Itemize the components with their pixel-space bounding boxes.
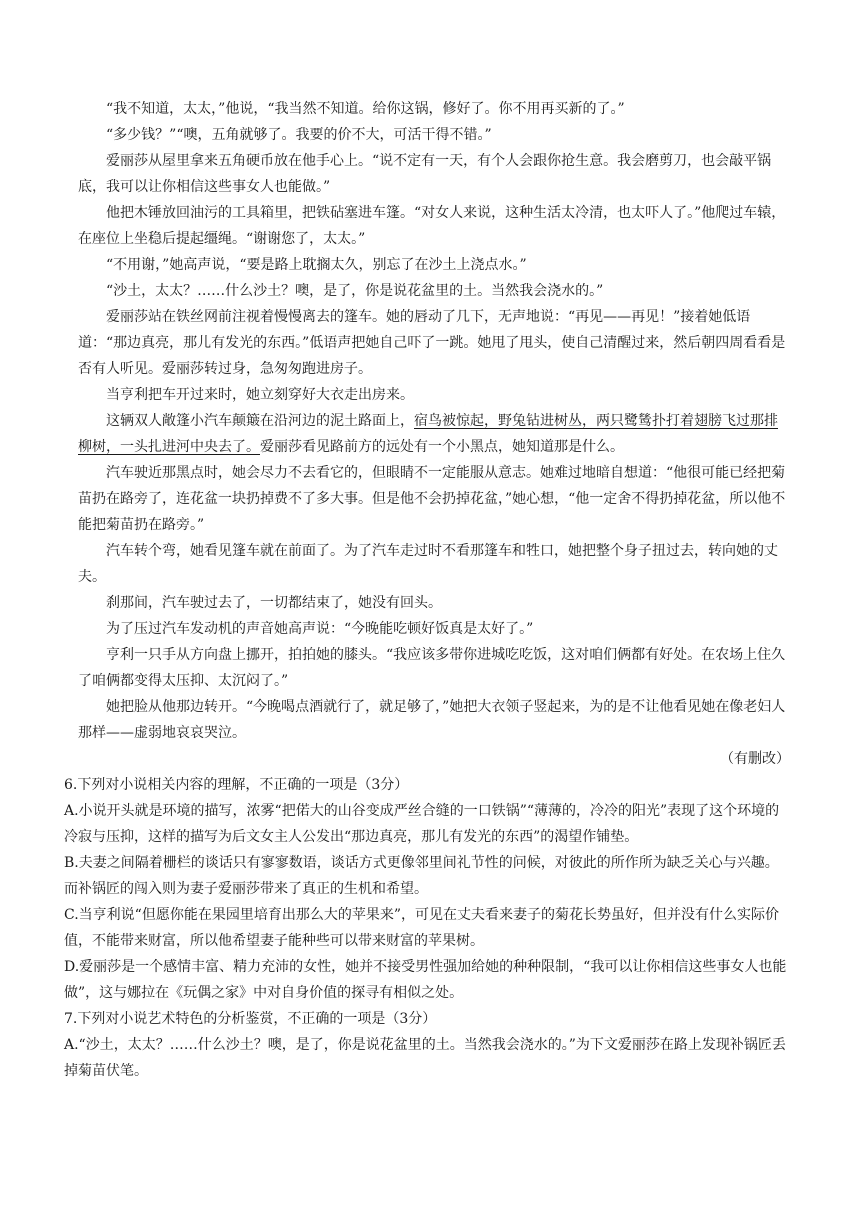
story-paragraph: 爱丽莎从屋里拿来五角硬币放在他手心上。“说不定有一天，有个人会跟你抢生意。我会磨剪刀，也会敲平锅底，我可以让你相信这些事女人也能做。” [78,153,772,195]
car-para-post: 爱丽莎看见路前方的远处有一个小黑点，她知道那是什么。 [260,439,624,455]
story-paragraph-car [78,408,790,460]
underlined-passage: 宿鸟被惊起，野兔钻进树丛，两只鹭鸶扑打着翅膀飞过那排柳树，一头扎进河中央去了。 [78,413,778,455]
story-paragraph: 他把木锤放回油污的工具箱里，把铁砧塞进车篷。“对女人来说，这种生活太冷清，也太吓人了。”他爬过车辕，在座位上坐稳后提起缰绳。“谢谢您了，太太。” [78,205,786,247]
story-paragraph: “沙土，太太？……什么沙土？噢，是了，你是说花盆里的土。当然我会浇水的。” [106,283,604,299]
story-paragraph: 刹那间，汽车驶过去了，一切都结束了，她没有回头。 [106,595,442,611]
story-paragraph: “我不知道，太太，”他说，“我当然不知道。给你这锅，修好了。你不用再买新的了。” [106,101,625,117]
story-paragraph: 亨利一只手从方向盘上挪开，拍拍她的膝头。“我应该多带你进城吃吃饭，这对咱们俩都有好处。在农场上住久了咱俩都变得太压抑、太沉闷了。” [78,647,786,689]
question-6-option-a: A.小说开头就是环境的描写，浓雾“把偌大的山谷变成严丝合缝的一口铁锅”“薄薄的，冷冷的阳光”表现了这个环境的冷寂与压抑，这样的描写为后文女主人公发出“那边真亮，那儿有发光的东西”的渴望作铺垫。 [64,803,780,845]
story-paragraph: “多少钱？”“噢，五角就够了。我要的价不大，可活干得不错。” [106,127,492,143]
question-7-stem: 7.下列对小说艺术特色的分析鉴赏，不正确的一项是（3分） [64,1011,437,1027]
question-6-stem: 6.下列对小说相关内容的理解，不正确的一项是（3分） [64,777,409,793]
revision-note: （有删改） [720,751,790,767]
story-paragraph: 当亨利把车开过来时，她立刻穿好大衣走出房来。 [106,387,414,403]
question-6-option-d: D.爱丽莎是一个感情丰富、精力充沛的女性，她并不接受男性强加给她的种种限制，“我可以让你相信这些事女人也能做”，这与娜拉在《玩偶之家》中对自身价值的探寻有相似之处。 [64,959,787,1001]
story-paragraph: 为了压过汽车发动机的声音她高声说：“今晚能吃顿好饭真是太好了。” [106,621,534,637]
story-paragraph: 汽车驶近那黑点时，她会尽力不去看它的，但眼睛不一定能服从意志。她难过地暗自想道：“他很可能已经把菊苗扔在路旁了，连花盆一块扔掉费不了多大事。但是他不会扔掉花盆，”她心想，“他一定舍不得扔掉花盆，所以他不能把菊苗扔在路旁。” [78,465,786,533]
story-paragraph: “不用谢，”她高声说，“要是路上耽搁太久，别忘了在沙土上浇点水。” [106,257,527,273]
question-7-option-a: A.“沙土，太太？……什么沙土？噢，是了，你是说花盆里的土。当然我会浇水的。”为下文爱丽莎在路上发现补锅匠丢掉菊苗伏笔。 [64,1037,786,1079]
story-paragraph: 她把脸从他那边转开。“今晚喝点酒就行了，就足够了，”她把大衣领子竖起来，为的是不让他看见她在像老妇人那样——虚弱地哀哀哭泣。 [78,699,786,741]
story-paragraph: 汽车转个弯，她看见篷车就在前面了。为了汽车走过时不看那篷车和牲口，她把整个身子扭过去，转向她的丈夫。 [78,543,778,585]
question-6-option-c: C.当亨利说“但愿你能在果园里培育出那么大的苹果来”，可见在丈夫看来妻子的菊花长势虽好，但并没有什么实际价值，不能带来财富，所以他希望妻子能种些可以带来财富的苹果树。 [64,907,779,949]
car-para-pre: 这辆双人敞篷小汽车颠簸在沿河边的泥土路面上， [106,413,414,429]
story-paragraph: 爱丽莎站在铁丝网前注视着慢慢离去的篷车。她的唇动了几下，无声地说：“再见——再见！”接着她低语道：“那边真亮，那儿有发光的东西。”低语声把她自己吓了一跳。她甩了甩头，使自己清醒过来，然后朝四周看看是否有人听见。爱丽莎转过身，急匆匆跑进房子。 [78,309,786,377]
question-6-option-b: B.夫妻之间隔着栅栏的谈话只有寥寥数语，谈话方式更像邻里间礼节性的问候，对彼此的所作所为缺乏关心与兴趣。而补锅匠的闯入则为妻子爱丽莎带来了真正的生机和希望。 [64,855,779,897]
